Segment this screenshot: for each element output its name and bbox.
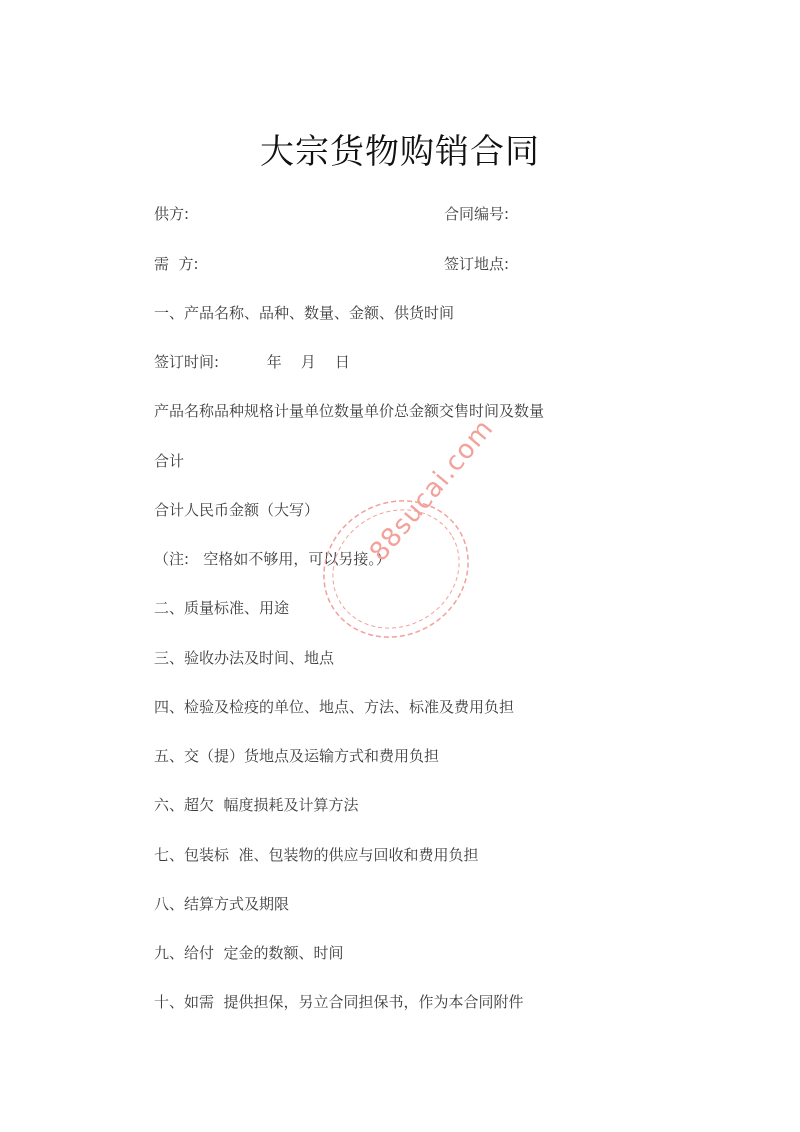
section-7: 七、包装标 准、包装物的供应与回收和费用负担 [154,846,479,864]
buyer-label: 需 方: [154,255,199,273]
contract-title: 大宗货物购销合同 [260,132,540,172]
contract-number-label: 合同编号: [444,205,510,223]
section-8: 八、结算方式及期限 [154,895,290,913]
supplier-label: 供方: [154,205,190,223]
sign-time: 签订时间: 年 月 日 [154,353,350,371]
section-10: 十、如需 提供担保，另立合同担保书，作为本合同附件 [154,993,524,1011]
section-5: 五、交（提）货地点及运输方式和费用负担 [154,747,440,765]
total-line: 合计 [154,452,185,470]
watermark-text: 88sucai.com [364,413,500,568]
total-rmb-line: 合计人民币金额（大写） [154,501,320,519]
section-2: 二、质量标准、用途 [154,599,290,617]
section-1: 一、产品名称、品种、数量、金额、供货时间 [154,304,455,322]
section-9: 九、给付 定金的数额、时间 [154,944,344,962]
section-4: 四、检验及检疫的单位、地点、方法、标准及费用负担 [154,698,515,716]
section-6: 六、超欠 幅度损耗及计算方法 [154,796,359,814]
note-line: （注: 空格如不够用，可以另接。） [154,550,391,568]
table-header-line: 产品名称品种规格计量单位数量单价总金额交售时间及数量 [154,402,545,420]
watermark-stamp [316,413,500,644]
section-3: 三、验收办法及时间、地点 [154,649,335,667]
sign-place-label: 签订地点: [444,255,510,273]
